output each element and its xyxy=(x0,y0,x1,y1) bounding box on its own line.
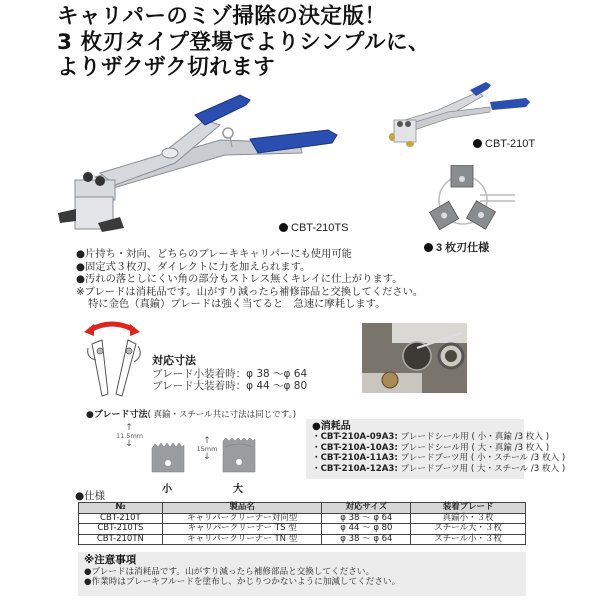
header-no: № xyxy=(79,503,163,514)
table-row xyxy=(79,534,526,545)
spec-title: ●仕様 xyxy=(75,490,106,502)
notes-panel xyxy=(78,552,526,596)
bullet-icon xyxy=(424,243,433,252)
blade-size-note: ( 真鍮・スチール共に寸法は同じです。) xyxy=(147,410,297,420)
arrow-up-icon: ↑ xyxy=(125,423,133,433)
bullet-icon xyxy=(279,223,288,232)
spec-header-row xyxy=(79,503,526,514)
table-row xyxy=(79,524,526,535)
cell-size: φ 38 〜 φ 64 xyxy=(322,534,411,545)
blade-size-heading xyxy=(86,407,296,420)
feature-item: ●固定式３枚刃、ダイレクトに力を加えられます。 xyxy=(76,260,311,273)
cell-product-name: キャリパークリーナー TS 型 xyxy=(162,524,322,535)
large-blade-label: 大 xyxy=(233,484,243,495)
feature-item: ●片持ち・対向、どちらのブレーキキャリパーにも使用可能 xyxy=(76,248,352,260)
consumables-panel xyxy=(306,419,566,479)
arrow-down-icon: ↓ xyxy=(125,439,133,449)
cell-product-name: キャリパークリーナー TN 型 xyxy=(162,534,322,545)
consumable-item: ・CBT-210A-12A3: ブレードブーツ用 ( 大・スチール /3 枚入 ) xyxy=(312,463,566,474)
table-row xyxy=(79,513,526,524)
label-cbt-210ts xyxy=(279,222,348,234)
cell-product-name: キャリパークリーナー対向型 xyxy=(162,513,322,524)
small-blade-image xyxy=(151,443,185,473)
arrow-up-icon: ↑ xyxy=(203,436,211,446)
cell-no: CBT-210TN xyxy=(79,534,163,545)
consumable-item: ・CBT-210A-11A3: ブレードブーツ用 ( 小・スチール /3 枚入 ) xyxy=(312,453,566,464)
compatible-size-large: ブレード大装着時：φ 44 〜φ 80 xyxy=(152,380,308,392)
note-item: ●ブレードは消耗品です。山がすり減ったら補修部品と交換してください。 xyxy=(84,566,375,577)
consumable-item: ・CBT-210A-09A3: ブレードシール用 ( 小・真鍮 /3 枚入 ) xyxy=(312,432,550,443)
label-text: CBT-210T xyxy=(485,138,536,150)
small-blade-height: 11.5mm xyxy=(116,432,144,440)
feature-note-continued: 特に金色（真鍮）ブレードは強く当てると 急速に摩耗します。 xyxy=(88,298,386,311)
header-product-name: 製品名 xyxy=(162,503,322,514)
cell-blade: 真鍮小・３枚 xyxy=(411,513,526,524)
usage-photo xyxy=(362,323,467,393)
three-blade-image xyxy=(425,165,525,235)
headline-line-2: 3 枚刃タイプ登場でよりシンプルに、 xyxy=(57,29,430,55)
cell-no: CBT-210T xyxy=(79,513,163,524)
large-blade-dimension xyxy=(196,437,218,461)
feature-note: ※ブレードは消耗品です。山がすり減ったら補修部品と交換してください。 xyxy=(76,285,424,298)
note-item: ●作業時はブレーキフルードを塗布し、かじりつかないように加減してください。 xyxy=(84,577,401,587)
usage-diagram xyxy=(80,318,150,398)
cell-blade: スチール小・３枚 xyxy=(411,534,526,545)
headline-line-3: よりザクザク切れます xyxy=(57,55,276,80)
large-blade-image xyxy=(222,437,256,473)
compatible-size-title: 対応寸法 xyxy=(152,354,196,367)
small-blade-dimension xyxy=(116,424,142,448)
small-blade-label: 小 xyxy=(162,484,172,495)
header-size: 対応サイズ xyxy=(322,503,411,514)
consumable-item: ・CBT-210A-10A3: ブレードシール用 ( 大・真鍮 /3 枚入 ) xyxy=(312,442,550,453)
consumables-title: ●消耗品 xyxy=(312,421,351,432)
header-blade: 装着ブレード xyxy=(411,503,526,514)
cell-no: CBT-210TS xyxy=(79,524,163,535)
spec-table xyxy=(78,502,526,545)
notes-title: ※注意事項 xyxy=(84,554,137,566)
headline xyxy=(57,4,430,81)
cell-blade: スチール大・３枚 xyxy=(411,524,526,535)
label-three-blade xyxy=(424,239,489,255)
label-text: CBT-210TS xyxy=(291,222,349,234)
feature-list xyxy=(76,248,423,311)
headline-line-1: キャリパーのミゾ掃除の決定版！ xyxy=(57,4,387,29)
blade-size-title: ●ブレード寸法 xyxy=(86,410,148,420)
label-cbt-210t xyxy=(473,138,535,150)
arrow-down-icon: ↓ xyxy=(203,452,211,462)
label-text: 3 枚刃仕様 xyxy=(436,242,490,254)
bullet-icon xyxy=(473,139,482,148)
product-image-cbt-210ts xyxy=(40,85,360,235)
large-blade-height: 15mm xyxy=(196,445,218,453)
cell-size: φ 44 〜 φ 80 xyxy=(322,524,411,535)
feature-item: ●汚れの落としにくい角の部分もストレス無くキレイに仕上がります。 xyxy=(76,273,403,286)
cell-size: φ 38 〜 φ 64 xyxy=(322,513,411,524)
compatible-size xyxy=(152,355,307,393)
compatible-size-small: ブレード小装着時：φ 38 〜φ 64 xyxy=(152,367,308,380)
